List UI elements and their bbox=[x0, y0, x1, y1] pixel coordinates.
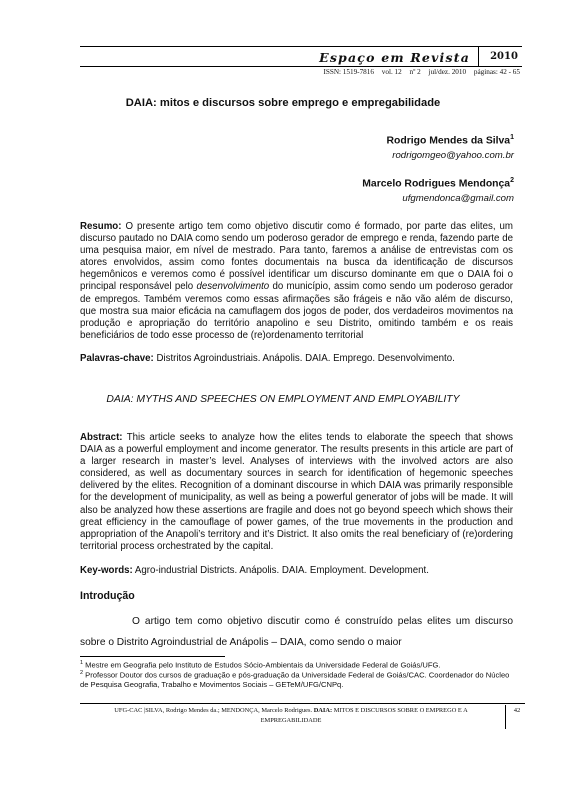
page-range: páginas: 42 - 65 bbox=[473, 68, 520, 76]
footnote-1-text: Mestre em Geografia pelo Instituto de Estudos Sócio-Ambientais da Universidade Federal de Goiás/UFG. bbox=[83, 660, 441, 670]
issue-number: nº 2 bbox=[409, 68, 421, 76]
abstract-paragraph bbox=[80, 432, 513, 553]
volume: vol. 12 bbox=[381, 68, 402, 76]
key-words-line bbox=[80, 565, 513, 577]
author-name bbox=[387, 134, 514, 146]
article-title: DAIA: mitos e discursos sobre emprego e empregabilidade bbox=[125, 97, 441, 109]
footnote-2-number: 2 bbox=[80, 670, 84, 676]
palavras-chave-text: Distritos Agroindustriais. Anápolis. DAIA. Emprego. Desenvolvimento. bbox=[153, 353, 455, 364]
resumo-text-a: O presente artigo tem como objetivo discutir como é formado, por parte das elites, um discurso pautado no DAIA como sendo um poderoso gerador de emprego e renda, fazendo parte de uma pesquisa maior, em nível de mestrado. Para tanto, faremos a análise de entrevistas com os atores envolvidos, assim como fontes documentais na busca da identificação de discursos hegemônicos e veremos como é possível identificar um discurso dominante em que o DAIA foi o principal responsável pelo bbox=[80, 221, 513, 293]
footer-citation bbox=[86, 706, 496, 726]
journal-year: 2010 bbox=[490, 51, 518, 62]
footnote-rule bbox=[80, 656, 225, 657]
footnote-2-text: Professor Doutor dos cursos de graduação e pós-graduação da Universidade Federal de Goiás/CAC. Coordenador do Núcleo de Pesquisa Geografia, Trabalho e Movimentos Sociais – GETeM/UFG/CNPq. bbox=[80, 670, 510, 689]
issn: ISSN: 1519-7816 bbox=[323, 68, 374, 76]
author-2-name: Marcelo Rodrigues Mendonça bbox=[362, 178, 511, 190]
period: jul/dez. 2010 bbox=[428, 68, 467, 76]
journal-title: Espaço em Revista bbox=[319, 50, 470, 65]
issn-line bbox=[250, 68, 520, 80]
author-1-footnote-ref: 1 bbox=[510, 134, 514, 141]
palavras-chave-line bbox=[80, 353, 513, 365]
resumo-text-b: do município, assim como sendo um poderoso gerador de empregos. Também veremos como essas afirmações são frágeis e não vão além de discurso, que mostra sua maior eficácia na camuflagem dos jogos de poder, dos verdadeiros movimentos na produção e apropriação do território anapolino e seu Distrito, omitindo também e os reais beneficiários de todo esse processo de (re)ordenamento territorial bbox=[80, 281, 513, 341]
palavras-chave-label: Palavras-chave: bbox=[80, 353, 154, 364]
resumo-label: Resumo: bbox=[80, 221, 122, 232]
abstract-text: This article seeks to analyze how the elites tends to elaborate the speech that shows DAIA as a powerful employment and income generator. The results presents in this article are part of a larger research in master’s level. Analyses of interviews with the involved actors are also considered, as well as documentary sources in search for identification of hegemonic speeches delivered by the elites. Recognition of a dominant discourse in which DAIA was primarily responsible for the development of municipality, as well as being a powerful generator of jobs will be made. It will also be analyzed how these assertions are fragile and does not go beyond speech which shows their great efficiency in the camouflage of power games, of the true movements in the production and appropriation of the Anapoli’s territory and it’s District. It also omits the real beneficiary of (re)ordering territorial process orchestrated by the capital. bbox=[80, 432, 513, 552]
header-separator bbox=[478, 47, 479, 67]
intro-heading: Introdução bbox=[80, 590, 135, 602]
footnote-1-number: 1 bbox=[80, 660, 84, 666]
author-2-footnote-ref: 2 bbox=[510, 177, 514, 184]
english-title: DAIA: MYTHS AND SPEECHES ON EMPLOYMENT AND EMPLOYABILITY bbox=[106, 394, 460, 405]
footer-citation-text: UFG-CAC |SILVA, Rodrigo Mendes da.; MENDONÇA, Marcelo Rodrigues. bbox=[114, 707, 314, 714]
resumo-text-italic: desenvolvimento bbox=[196, 281, 270, 293]
footer-citation-bold: DAIA: bbox=[313, 707, 334, 714]
intro-text: O artigo tem como objetivo discutir como é construído pelas elites um discurso sobre o Distrito Agroindustrial de Anápolis – DAIA, como sendo o maior bbox=[80, 616, 513, 648]
page-number: 42 bbox=[513, 707, 521, 714]
header-top-rule bbox=[80, 46, 522, 47]
author-name bbox=[362, 177, 514, 189]
footer-rule bbox=[80, 703, 525, 704]
header-bottom-rule bbox=[80, 66, 522, 67]
author-1-name: Rodrigo Mendes da Silva bbox=[386, 135, 511, 147]
resumo-paragraph bbox=[80, 221, 513, 342]
key-words-text: Agro-industrial Districts. Anápolis. DAIA. Employment. Development. bbox=[132, 565, 429, 576]
footer-separator bbox=[505, 705, 506, 729]
intro-paragraph bbox=[80, 611, 513, 653]
key-words-label: Key-words: bbox=[80, 565, 133, 576]
footer-citation-tail: MITOS E DISCURSOS SOBRE O EMPREGO E A EMPREGABILIDADE bbox=[260, 707, 468, 724]
author-2-email: ufgmendonca@gmail.com bbox=[402, 193, 514, 204]
footnote-2 bbox=[80, 669, 513, 689]
author-1-email: rodrigomgeo@yahoo.com.br bbox=[392, 150, 514, 161]
abstract-label: Abstract: bbox=[80, 432, 123, 443]
